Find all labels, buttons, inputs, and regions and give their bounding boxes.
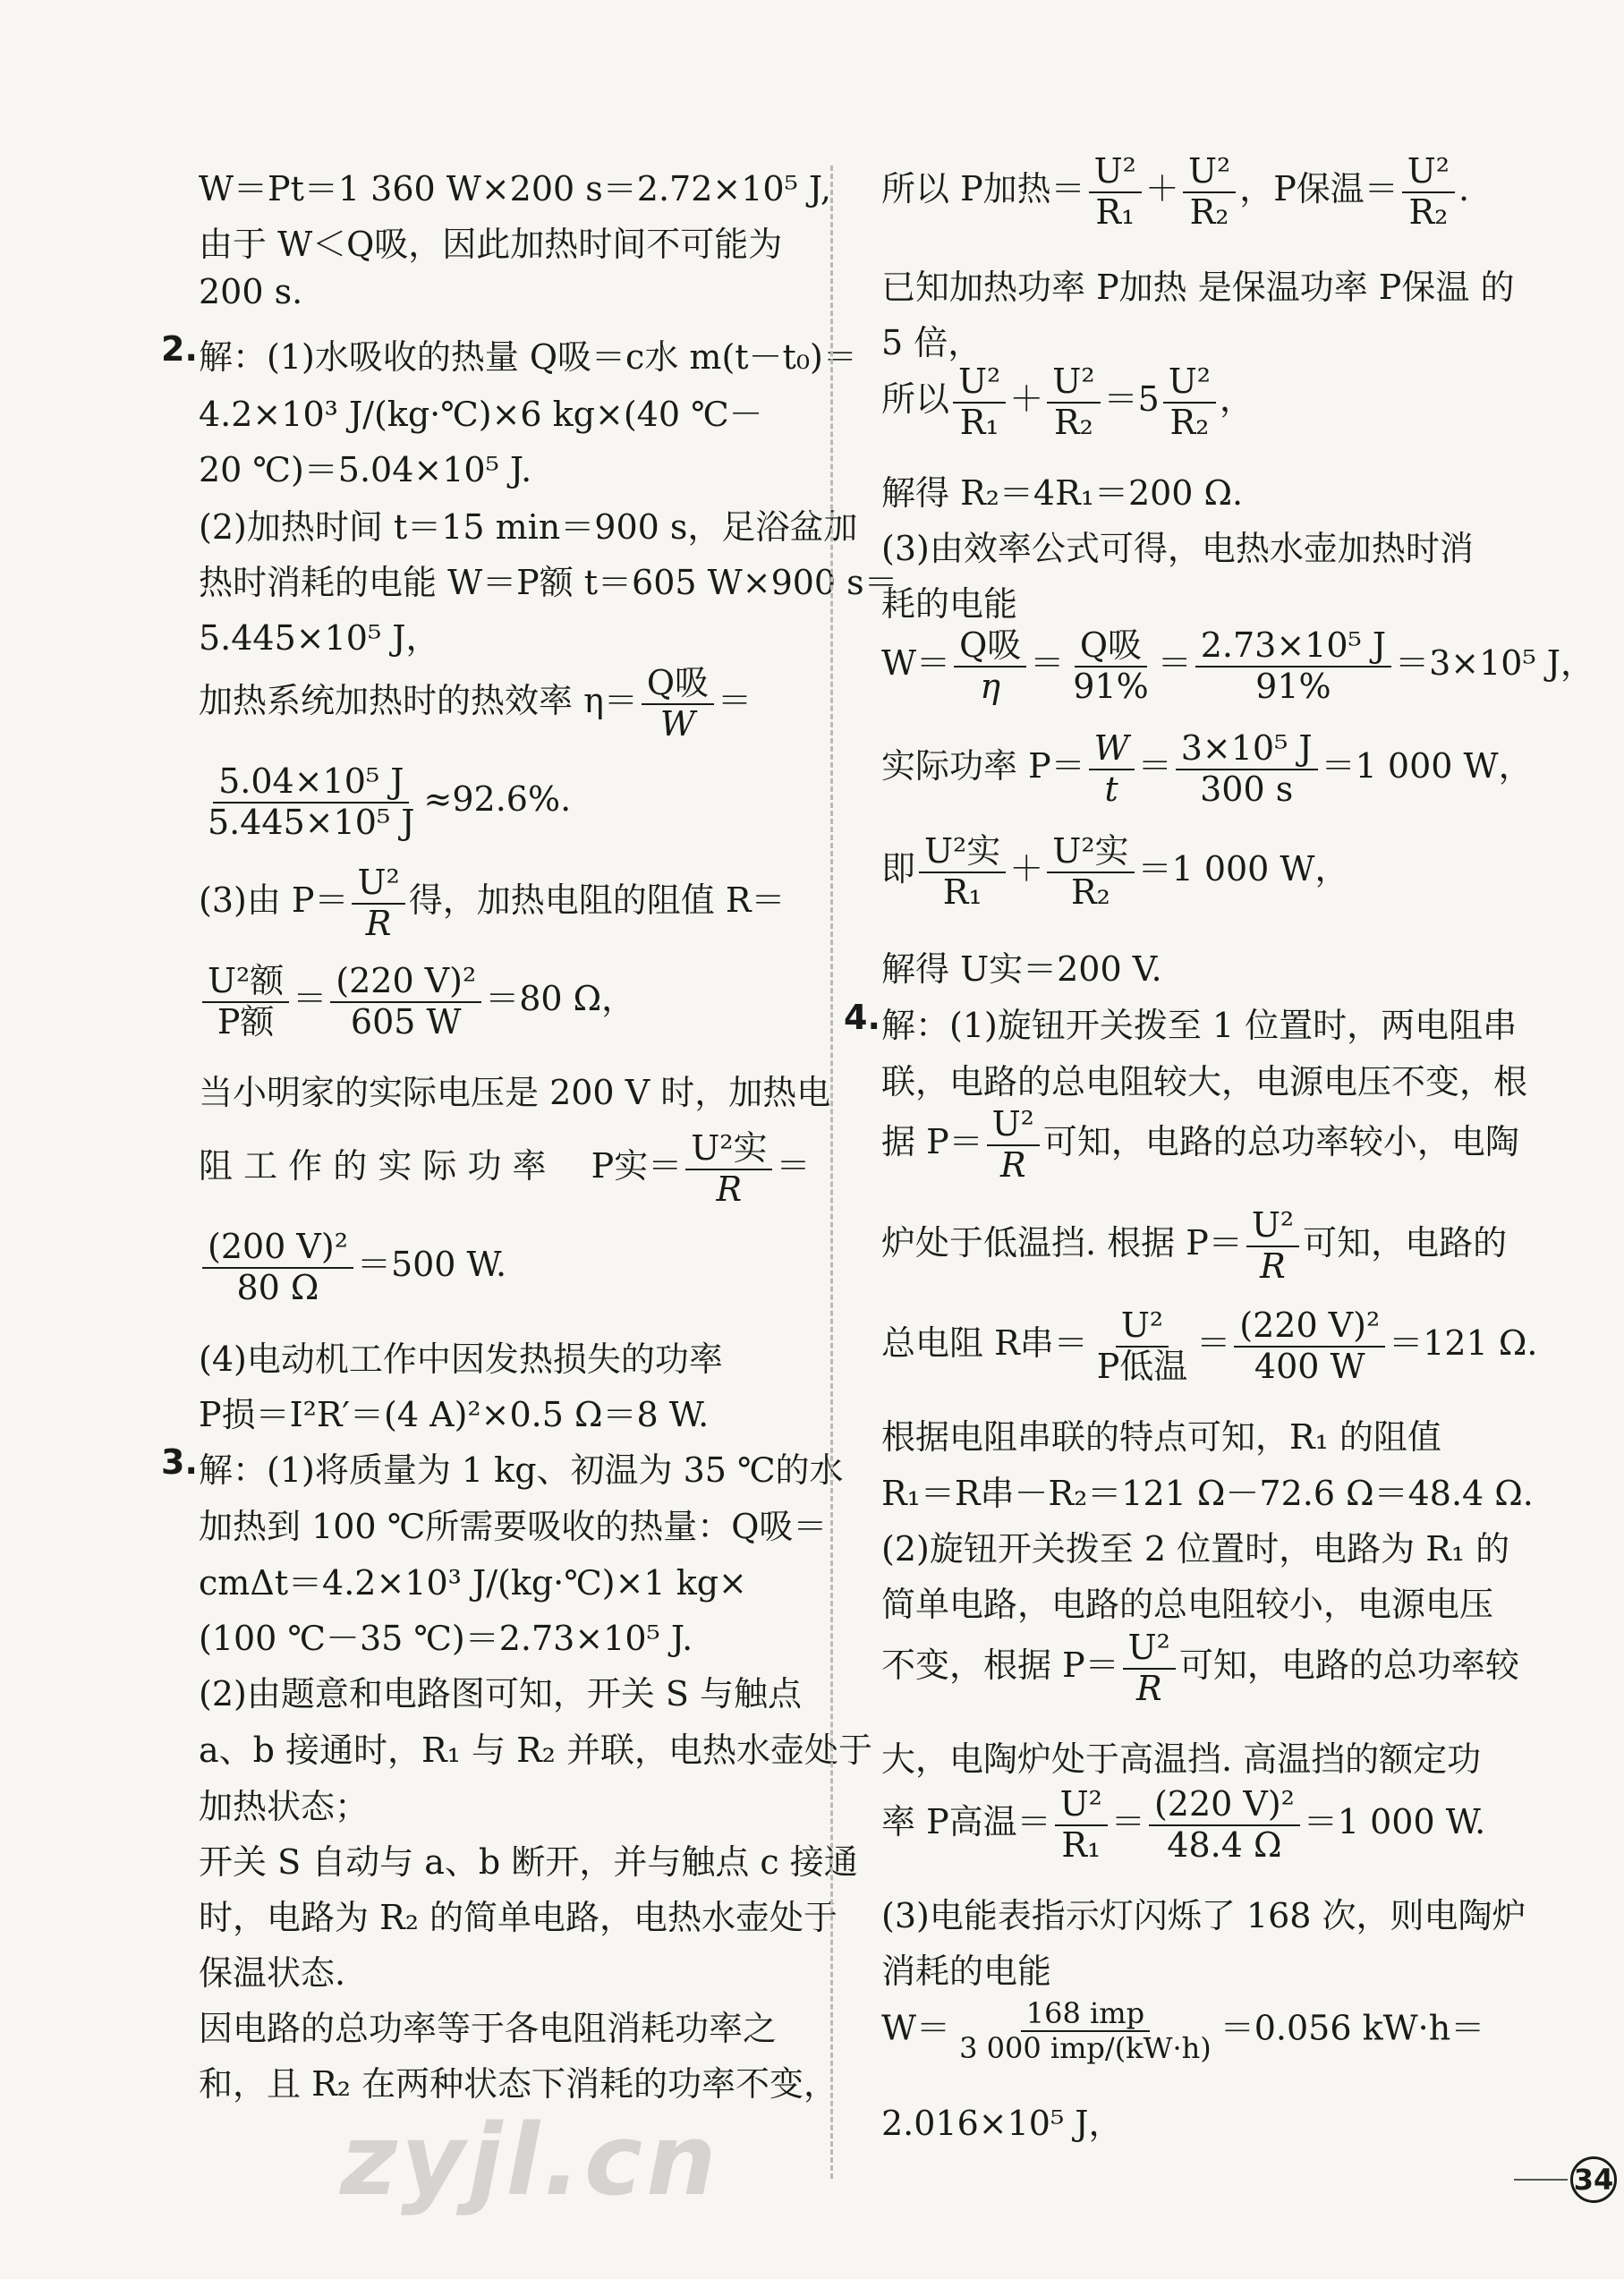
numerator: U²	[1402, 152, 1455, 193]
denominator: η	[980, 666, 1001, 706]
numerator: U²	[1055, 1785, 1108, 1826]
formula-line	[199, 1129, 810, 1209]
text-line: 200 s.	[199, 272, 303, 311]
numerator: Q吸	[1075, 626, 1147, 668]
numerator: Q吸	[642, 664, 714, 705]
formula-text: ＝121 Ω.	[1389, 1323, 1538, 1364]
fraction	[954, 1997, 1217, 2065]
formula-text: ＝1 000 W.	[1303, 1802, 1486, 1842]
numerator: U²	[1163, 362, 1216, 404]
formula-line	[881, 1105, 1519, 1185]
text-line: cmΔt＝4.2×10³ J/(kg·℃)×1 kg×	[199, 1563, 747, 1603]
formula-line: 所以 $\frac{\text{U²}}{\text{R₁}}$ ＋ $\frac{\text{U²}}{\text{R₂}}$ ＝5 $\frac{\text{U²}}{\text{R₂}}$ ，	[881, 361, 1254, 442]
text-line: 5 倍，	[881, 323, 982, 362]
formula-text: ＝0.056 kW·h＝	[1220, 2008, 1485, 2048]
question-number-3: 3.	[161, 1442, 198, 1482]
fraction	[1246, 1206, 1299, 1286]
formula-text: ≈92.6%.	[423, 779, 572, 820]
question-number-2: 2.	[161, 329, 198, 369]
formula-line	[199, 863, 785, 943]
text-line: (100 ℃－35 ℃)＝2.73×10⁵ J.	[199, 1619, 693, 1658]
formula-text: ＝3×10⁵ J，	[1395, 643, 1594, 684]
denominator: t	[1104, 769, 1118, 809]
formula-line	[199, 664, 752, 744]
text-line: (2)由题意和电路图可知，开关 S 与触点	[199, 1674, 803, 1714]
formula-text: ＝	[776, 1146, 811, 1186]
fraction	[1055, 1785, 1108, 1865]
text-line: 5.445×10⁵ J，	[199, 618, 440, 658]
text-line: 解：(1)旋钮开关拨至 1 位置时，两电阻串	[881, 1006, 1518, 1045]
fraction	[1183, 152, 1236, 232]
denominator: R	[1260, 1246, 1286, 1286]
formula-line: $\frac{\text{U²额}}{\text{P额}}$ ＝ $\frac{\text{(220 V)²}}{605 W}$ ＝80 Ω，	[199, 962, 635, 1042]
denominator: 300 s	[1200, 769, 1294, 809]
denominator: R	[1135, 1668, 1162, 1708]
denominator: P额	[217, 1001, 275, 1042]
text-line: (3)电能表指示灯闪烁了 168 次，则电陶炉	[881, 1896, 1526, 1935]
text-line: W＝Pt＝1 360 W×200 s＝2.72×10⁵ J,	[199, 169, 831, 208]
formula-text: (3)由 P＝	[199, 880, 349, 921]
formula-text: 炉处于低温挡. 根据 P＝	[881, 1223, 1243, 1263]
text-line: 时，电路为 R₂ 的简单电路，电热水壶处于	[199, 1898, 838, 1937]
numerator: U²	[953, 362, 1006, 404]
fraction	[642, 664, 714, 744]
formula-line	[881, 1628, 1519, 1708]
text-line: 加热状态；	[199, 1787, 370, 1826]
numerator: U²	[1089, 152, 1142, 193]
fraction	[1047, 362, 1100, 442]
fraction	[202, 762, 421, 842]
text-line: (2)旋钮开关拨至 2 位置时，电路为 R₁ 的	[881, 1529, 1510, 1569]
denominator: 5.445×10⁵ J	[208, 802, 415, 842]
question-number-4: 4.	[844, 998, 880, 1037]
text-line: R₁＝R串－R₂＝121 Ω－72.6 Ω＝48.4 Ω.	[881, 1474, 1534, 1513]
formula-text: W＝	[881, 2008, 951, 2048]
formula-line: 率 P高温＝ $\frac{\text{U²}}{\text{R₁}}$ ＝ $\frac{\text{(220 V)²}}{48.4 \Omega}$ ＝1 000 W.	[881, 1784, 1486, 1865]
formula-text: ，	[1220, 379, 1254, 420]
formula-text: 所以 P加热＝	[881, 169, 1085, 209]
text-line: (2)加热时间 t＝15 min＝900 s，足浴盆加	[199, 507, 858, 547]
numerator: U²	[1123, 1628, 1176, 1670]
numerator: W	[1089, 729, 1135, 770]
formula-text: .	[1458, 169, 1470, 209]
formula-text: ＝	[718, 681, 752, 721]
formula-text: ＝80 Ω，	[485, 979, 636, 1019]
fraction	[1089, 729, 1135, 809]
fraction	[987, 1105, 1040, 1185]
numerator: U²	[1047, 362, 1100, 404]
numerator: U²实	[1047, 832, 1134, 873]
text-line: 因电路的总功率等于各电阻消耗功率之	[199, 2009, 778, 2048]
denominator: 91%	[1255, 666, 1331, 706]
text-line: a、b 接通时，R₁ 与 R₂ 并联，电热水壶处于	[199, 1731, 872, 1770]
denominator: R	[999, 1144, 1026, 1185]
formula-text: 总电阻 R串＝	[881, 1323, 1088, 1364]
fraction	[352, 863, 404, 943]
fraction	[1234, 1306, 1385, 1386]
numerator: U²额	[202, 962, 289, 1003]
formula-text: 阻 工 作 的 实 际 功 率 P实＝	[199, 1146, 683, 1186]
text-line: 4.2×10³ J/(kg·℃)×6 kg×(40 ℃－	[199, 395, 763, 434]
formula-text: 率 P高温＝	[881, 1802, 1051, 1842]
denominator: 605 W	[350, 1001, 462, 1042]
denominator: 3 000 imp/(kW·h)	[959, 2030, 1212, 2065]
formula-text: 实际功率 P＝	[881, 746, 1085, 787]
denominator: R₁	[1061, 1824, 1101, 1865]
text-line: 开关 S 自动与 a、b 断开，并与触点 c 接通	[199, 1842, 858, 1882]
formula-line	[881, 1997, 1484, 2065]
text-line: 加热到 100 ℃所需要吸收的热量：Q吸＝	[199, 1507, 828, 1546]
formula-line	[199, 1228, 506, 1307]
numerator: U²实	[685, 1129, 772, 1170]
text-line: 耗的电能	[881, 584, 1018, 624]
formula-text: W＝	[881, 643, 951, 684]
text-line: 2.016×10⁵ J，	[881, 2104, 1123, 2143]
numerator: Q吸	[954, 626, 1026, 668]
text-line: 保温状态.	[199, 1953, 346, 1993]
denominator: R₂	[1408, 191, 1449, 232]
fraction	[1067, 626, 1153, 706]
denominator: R₂	[1189, 191, 1229, 232]
numerator: (220 V)²	[1234, 1306, 1385, 1348]
denominator: R₂	[1169, 402, 1210, 442]
numerator: 2.73×10⁵ J	[1195, 626, 1391, 668]
numerator: 168 imp	[1021, 1997, 1150, 2032]
denominator: R₁	[942, 872, 982, 912]
denominator: R₁	[959, 402, 999, 442]
fraction	[1089, 152, 1142, 232]
text-line: 20 ℃)＝5.04×10⁵ J.	[199, 450, 532, 489]
text-line: 大，电陶炉处于高温挡. 高温挡的额定功	[881, 1739, 1482, 1779]
text-line: 解：(1)水吸收的热量 Q吸＝c水 m(t－t₀)＝	[199, 337, 857, 377]
formula-text: ，P保温＝	[1239, 169, 1399, 209]
denominator: 400 W	[1254, 1346, 1365, 1386]
formula-text: ＝5	[1103, 379, 1160, 420]
denominator: R₂	[1054, 402, 1093, 442]
denominator: W	[659, 703, 695, 744]
column-divider	[830, 166, 833, 2179]
text-line: P损＝I²R′＝(4 A)²×0.5 Ω＝8 W.	[199, 1395, 710, 1434]
denominator: R	[716, 1169, 743, 1209]
fraction	[954, 626, 1026, 706]
formula-text: ＝1 000 W，	[1321, 746, 1533, 787]
numerator: 5.04×10⁵ J	[213, 762, 409, 804]
text-line: (4)电动机工作中因发热损失的功率	[199, 1339, 723, 1379]
formula-text: 不变，根据 P＝	[881, 1645, 1119, 1686]
numerator: (220 V)²	[1149, 1785, 1300, 1826]
text-line: 解得 R₂＝4R₁＝200 Ω.	[881, 473, 1244, 513]
formula-text: 可知，电路的	[1303, 1223, 1508, 1263]
formula-line: 所以 P加热＝ $\frac{\text{U²}}{\text{R₁}}$ ＋ $\frac{\text{U²}}{\text{R₂}}$ ，P保温＝ $\frac{\text{U²}}{\text{R₂}}$ .	[881, 151, 1470, 232]
text-line: 和，且 R₂ 在两种状态下消耗的功率不变，	[199, 2064, 838, 2104]
fraction	[330, 962, 481, 1042]
text-line: 解得 U实＝200 V.	[881, 949, 1162, 989]
text-line: 根据电阻串联的特点可知，R₁ 的阻值	[881, 1417, 1441, 1457]
fraction	[1195, 626, 1391, 706]
denominator: 48.4 Ω	[1167, 1824, 1282, 1865]
numerator: (220 V)²	[330, 962, 481, 1003]
numerator: U²	[1246, 1206, 1299, 1247]
formula-text: ＝500 W.	[356, 1245, 507, 1285]
fraction	[1402, 152, 1455, 232]
denominator: R	[365, 903, 392, 943]
numerator: (200 V)²	[202, 1228, 353, 1269]
formula-line: 总电阻 R串＝ $\frac{\text{U²}}{\text{P低温}}$ ＝ $\frac{\text{(220 V)²}}{400 W}$ ＝121 Ω.	[881, 1305, 1538, 1386]
fraction	[685, 1129, 772, 1209]
page-number: 34	[1570, 2156, 1617, 2203]
numerator: U²实	[919, 832, 1006, 873]
formula-text: 所以	[881, 379, 950, 420]
denominator: R₁	[1095, 191, 1135, 232]
formula-text: 即	[881, 849, 916, 889]
watermark: zyjl.cn	[340, 2103, 720, 2217]
numerator: 3×10⁵ J	[1176, 729, 1318, 770]
formula-line: W＝ $\frac{\text{Q吸}}{\eta}$ ＝ $\frac{\text{Q吸}}{91\%}$ ＝ $\frac{\text{2.73×10⁵ J}}{91\%}$ ＝3×10⁵ J，	[881, 625, 1594, 706]
numerator: U²	[1116, 1306, 1169, 1348]
fraction	[202, 1228, 353, 1307]
text-line: 当小明家的实际电压是 200 V 时，加热电	[199, 1073, 831, 1112]
text-line: 简单电路，电路的总电阻较小，电源电压	[881, 1585, 1494, 1624]
text-line: (3)由效率公式可得，电热水壶加热时消	[881, 529, 1474, 568]
formula-line: 即 $\frac{\text{U²实}}{\text{R₁}}$ ＋ $\frac{\text{U²实}}{\text{R₂}}$ ＝1 000 W，	[881, 831, 1349, 912]
numerator: U²	[1183, 152, 1236, 193]
fraction	[919, 832, 1006, 912]
text-line: 已知加热功率 P加热 是保温功率 P保温 的	[881, 268, 1515, 307]
text-line: 消耗的电能	[881, 1952, 1052, 1991]
formula-line	[881, 1206, 1507, 1286]
fraction	[202, 962, 289, 1042]
denominator: 80 Ω	[236, 1267, 319, 1307]
denominator: R₂	[1071, 872, 1110, 912]
fraction	[953, 362, 1006, 442]
formula-text: 可知，电路的总功率较小，电陶	[1042, 1122, 1519, 1162]
denominator: P低温	[1096, 1346, 1188, 1386]
fraction	[1163, 362, 1216, 442]
text-line: 由于 W＜Q吸，因此加热时间不可能为	[199, 225, 783, 264]
fraction	[1123, 1628, 1176, 1708]
numerator: U²	[987, 1105, 1040, 1146]
text-line: 解：(1)将质量为 1 kg、初温为 35 ℃的水	[199, 1450, 844, 1490]
fraction	[1149, 1785, 1300, 1865]
formula-text: 可知，电路的总功率较	[1178, 1645, 1519, 1686]
fraction	[1176, 729, 1318, 809]
fraction	[1047, 832, 1134, 912]
formula-text: 加热系统加热时的热效率 η＝	[199, 681, 638, 721]
formula-text: 据 P＝	[881, 1122, 983, 1162]
numerator: U²	[352, 863, 404, 905]
formula-text: ＝1 000 W，	[1137, 849, 1349, 889]
denominator: 91%	[1073, 666, 1149, 706]
formula-line: 实际功率 P＝ $\frac{W}{t}$ ＝ $\frac{\text{3×10⁵ J}}{300 s}$ ＝1 000 W，	[881, 728, 1533, 809]
formula-line	[199, 762, 571, 842]
fraction	[1092, 1306, 1194, 1386]
text-line: 联，电路的总电阻较大，电源电压不变，根	[881, 1062, 1528, 1101]
text-line: 热时消耗的电能 W＝P额 t＝605 W×900 s＝	[199, 563, 898, 602]
formula-text: 得，加热电阻的阻值 R＝	[408, 880, 786, 921]
